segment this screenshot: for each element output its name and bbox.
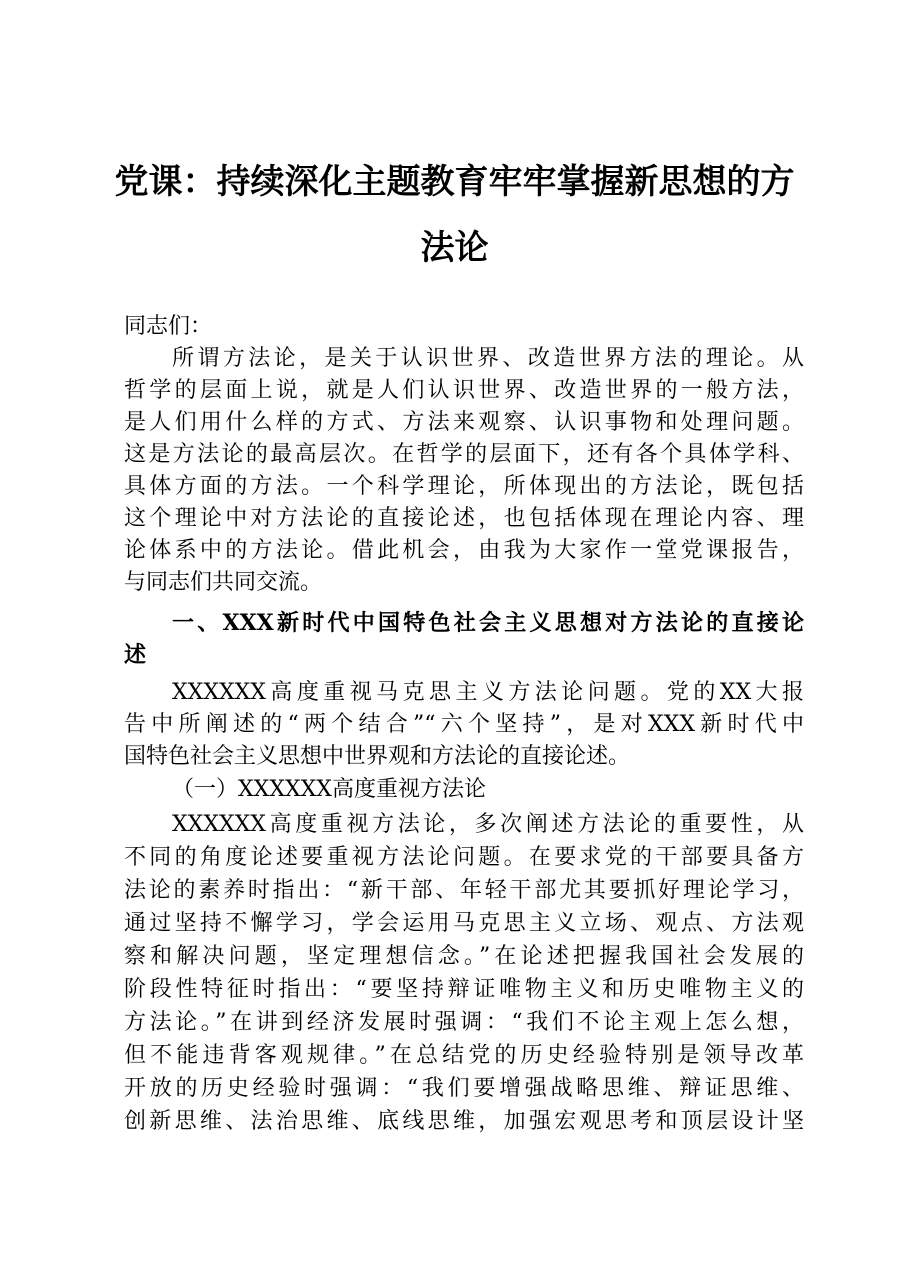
paragraph-1-line: 哲学的层面上说，就是人们认识世界、改造世界的一般方法， (124, 378, 804, 403)
section-heading-1-continuation: 述 (124, 642, 147, 668)
paragraph-3-line: XXXXXX高度重视方法论，多次阐述方法论的重要性，从 (172, 812, 804, 837)
section-heading-1: 一、XXX新时代中国特色社会主义思想对方法论的直接论 (172, 610, 804, 636)
paragraph-1-line: 具体方面的方法。一个科学理论，所体现出的方法论，既包括 (124, 474, 804, 499)
paragraph-3-line: 方法论。”在讲到经济发展时强调：“我们不论主观上怎么想， (124, 1010, 804, 1035)
paragraph-3-line: 通过坚持不懈学习，学会运用马克思主义立场、观点、方法观 (124, 911, 804, 936)
paragraph-3-line: 阶段性特征时指出：“要坚持辩证唯物主义和历史唯物主义的 (124, 977, 804, 1002)
subheading-1: （一）XXXXXX高度重视方法论 (172, 777, 486, 802)
paragraph-1-line: 与同志们共同交流。 (124, 570, 323, 595)
paragraph-2-line: 国特色社会主义思想中世界观和方法论的直接论述。 (124, 744, 631, 769)
paragraph-1-line: 这个理论中对方法论的直接论述，也包括体现在理论内容、理 (124, 506, 804, 531)
paragraph-2-line: 告中所阐述的“两个结合”“六个坚持”，是对XXX新时代中 (124, 712, 804, 737)
paragraph-3-line: 创新思维、法治思维、底线思维，加强宏观思考和顶层设计坚 (124, 1109, 804, 1134)
paragraph-3-line: 察和解决问题，坚定理想信念。”在论述把握我国社会发展的 (124, 944, 804, 969)
paragraph-3-line: 但不能违背客观规律。”在总结党的历史经验特别是领导改革 (124, 1043, 804, 1068)
paragraph-2-line: XXXXXX高度重视马克思主义方法论问题。党的XX大报 (172, 680, 804, 705)
paragraph-3-line: 开放的历史经验时强调：“我们要增强战略思维、辩证思维、 (124, 1076, 804, 1101)
paragraph-1-line: 所谓方法论，是关于认识世界、改造世界方法的理论。从 (172, 346, 804, 371)
paragraph-1-line: 论体系中的方法论。借此机会，由我为大家作一堂党课报告， (124, 538, 804, 563)
paragraph-3-line: 不同的角度论述要重视方法论问题。在要求党的干部要具备方 (124, 845, 804, 870)
document-title-line-2: 法论 (420, 228, 489, 268)
paragraph-1-line: 是人们用什么样的方式、方法来观察、认识事物和处理问题。 (124, 410, 804, 435)
salutation: 同志们： (124, 314, 213, 339)
paragraph-3-line: 法论的素养时指出：“新干部、年轻干部尤其要抓好理论学习， (124, 878, 804, 903)
paragraph-1-line: 这是方法论的最高层次。在哲学的层面下，还有各个具体学科、 (124, 442, 804, 467)
document-title-line-1: 党课：持续深化主题教育牢牢掌握新思想的方 (114, 162, 795, 202)
